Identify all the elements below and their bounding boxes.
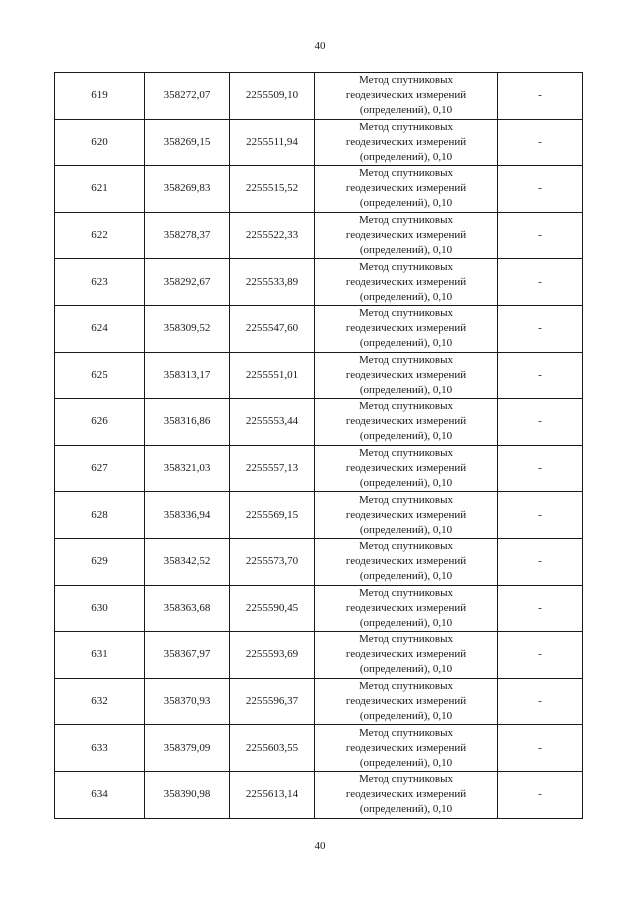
coordinates-table: [54, 72, 583, 819]
cell-point-number: 627: [55, 445, 145, 492]
table-row: [55, 212, 583, 259]
cell-x-coordinate: 358390,98: [145, 771, 230, 818]
cell-point-number: 632: [55, 678, 145, 725]
cell-y-coordinate: 2255590,45: [230, 585, 315, 632]
cell-point-number: 629: [55, 538, 145, 585]
table-row: [55, 73, 583, 120]
cell-note: -: [498, 259, 583, 306]
cell-method: Метод спутниковых геодезических измерений (определений), 0,10: [315, 678, 498, 725]
cell-method: Метод спутниковых геодезических измерений (определений), 0,10: [315, 259, 498, 306]
cell-point-number: 634: [55, 771, 145, 818]
cell-x-coordinate: 358370,93: [145, 678, 230, 725]
cell-note: -: [498, 585, 583, 632]
cell-x-coordinate: 358278,37: [145, 212, 230, 259]
cell-point-number: 621: [55, 166, 145, 213]
cell-point-number: 620: [55, 119, 145, 166]
cell-method: Метод спутниковых геодезических измерений (определений), 0,10: [315, 445, 498, 492]
cell-point-number: 625: [55, 352, 145, 399]
cell-y-coordinate: 2255557,13: [230, 445, 315, 492]
cell-y-coordinate: 2255603,55: [230, 725, 315, 772]
cell-point-number: 630: [55, 585, 145, 632]
cell-method: Метод спутниковых геодезических измерений (определений), 0,10: [315, 119, 498, 166]
cell-point-number: 619: [55, 73, 145, 120]
cell-y-coordinate: 2255547,60: [230, 305, 315, 352]
cell-method: Метод спутниковых геодезических измерений (определений), 0,10: [315, 538, 498, 585]
cell-x-coordinate: 358272,07: [145, 73, 230, 120]
cell-x-coordinate: 358292,67: [145, 259, 230, 306]
cell-note: -: [498, 73, 583, 120]
table-row: [55, 725, 583, 772]
table-row: [55, 771, 583, 818]
cell-note: -: [498, 305, 583, 352]
cell-note: -: [498, 771, 583, 818]
cell-method: Метод спутниковых геодезических измерений (определений), 0,10: [315, 73, 498, 120]
cell-method: Метод спутниковых геодезических измерений (определений), 0,10: [315, 632, 498, 679]
cell-method: Метод спутниковых геодезических измерений (определений), 0,10: [315, 771, 498, 818]
cell-method: Метод спутниковых геодезических измерений (определений), 0,10: [315, 725, 498, 772]
table-row: [55, 678, 583, 725]
page-number-top: 40: [314, 40, 326, 52]
cell-note: -: [498, 538, 583, 585]
cell-y-coordinate: 2255569,15: [230, 492, 315, 539]
cell-x-coordinate: 358316,86: [145, 399, 230, 446]
cell-note: -: [498, 678, 583, 725]
cell-y-coordinate: 2255573,70: [230, 538, 315, 585]
table-row: [55, 305, 583, 352]
cell-x-coordinate: 358269,15: [145, 119, 230, 166]
cell-point-number: 624: [55, 305, 145, 352]
cell-point-number: 622: [55, 212, 145, 259]
cell-x-coordinate: 358309,52: [145, 305, 230, 352]
cell-note: -: [498, 119, 583, 166]
table-row: [55, 119, 583, 166]
cell-y-coordinate: 2255596,37: [230, 678, 315, 725]
cell-point-number: 631: [55, 632, 145, 679]
cell-x-coordinate: 358269,83: [145, 166, 230, 213]
cell-point-number: 623: [55, 259, 145, 306]
cell-note: -: [498, 445, 583, 492]
cell-x-coordinate: 358363,68: [145, 585, 230, 632]
table-row: [55, 352, 583, 399]
cell-note: -: [498, 212, 583, 259]
cell-y-coordinate: 2255553,44: [230, 399, 315, 446]
cell-method: Метод спутниковых геодезических измерений (определений), 0,10: [315, 492, 498, 539]
cell-note: -: [498, 399, 583, 446]
cell-y-coordinate: 2255593,69: [230, 632, 315, 679]
table-row: [55, 445, 583, 492]
cell-x-coordinate: 358313,17: [145, 352, 230, 399]
cell-method: Метод спутниковых геодезических измерений (определений), 0,10: [315, 585, 498, 632]
cell-note: -: [498, 632, 583, 679]
cell-method: Метод спутниковых геодезических измерений (определений), 0,10: [315, 399, 498, 446]
table-row: [55, 399, 583, 446]
cell-note: -: [498, 352, 583, 399]
cell-y-coordinate: 2255522,33: [230, 212, 315, 259]
table-row: [55, 492, 583, 539]
cell-note: -: [498, 492, 583, 539]
cell-x-coordinate: 358321,03: [145, 445, 230, 492]
cell-x-coordinate: 358367,97: [145, 632, 230, 679]
cell-y-coordinate: 2255533,89: [230, 259, 315, 306]
cell-method: Метод спутниковых геодезических измерений (определений), 0,10: [315, 305, 498, 352]
cell-note: -: [498, 166, 583, 213]
cell-x-coordinate: 358336,94: [145, 492, 230, 539]
cell-x-coordinate: 358342,52: [145, 538, 230, 585]
table-row: [55, 538, 583, 585]
cell-method: Метод спутниковых геодезических измерений (определений), 0,10: [315, 352, 498, 399]
cell-y-coordinate: 2255613,14: [230, 771, 315, 818]
cell-point-number: 628: [55, 492, 145, 539]
cell-method: Метод спутниковых геодезических измерений (определений), 0,10: [315, 166, 498, 213]
cell-y-coordinate: 2255509,10: [230, 73, 315, 120]
cell-y-coordinate: 2255511,94: [230, 119, 315, 166]
cell-note: -: [498, 725, 583, 772]
table-row: [55, 166, 583, 213]
cell-x-coordinate: 358379,09: [145, 725, 230, 772]
cell-point-number: 626: [55, 399, 145, 446]
cell-point-number: 633: [55, 725, 145, 772]
cell-y-coordinate: 2255515,52: [230, 166, 315, 213]
table-row: [55, 259, 583, 306]
table-row: [55, 632, 583, 679]
cell-method: Метод спутниковых геодезических измерений (определений), 0,10: [315, 212, 498, 259]
page-number-bottom: 40: [314, 840, 326, 852]
coordinates-table-body: [55, 73, 583, 819]
table-row: [55, 585, 583, 632]
cell-y-coordinate: 2255551,01: [230, 352, 315, 399]
